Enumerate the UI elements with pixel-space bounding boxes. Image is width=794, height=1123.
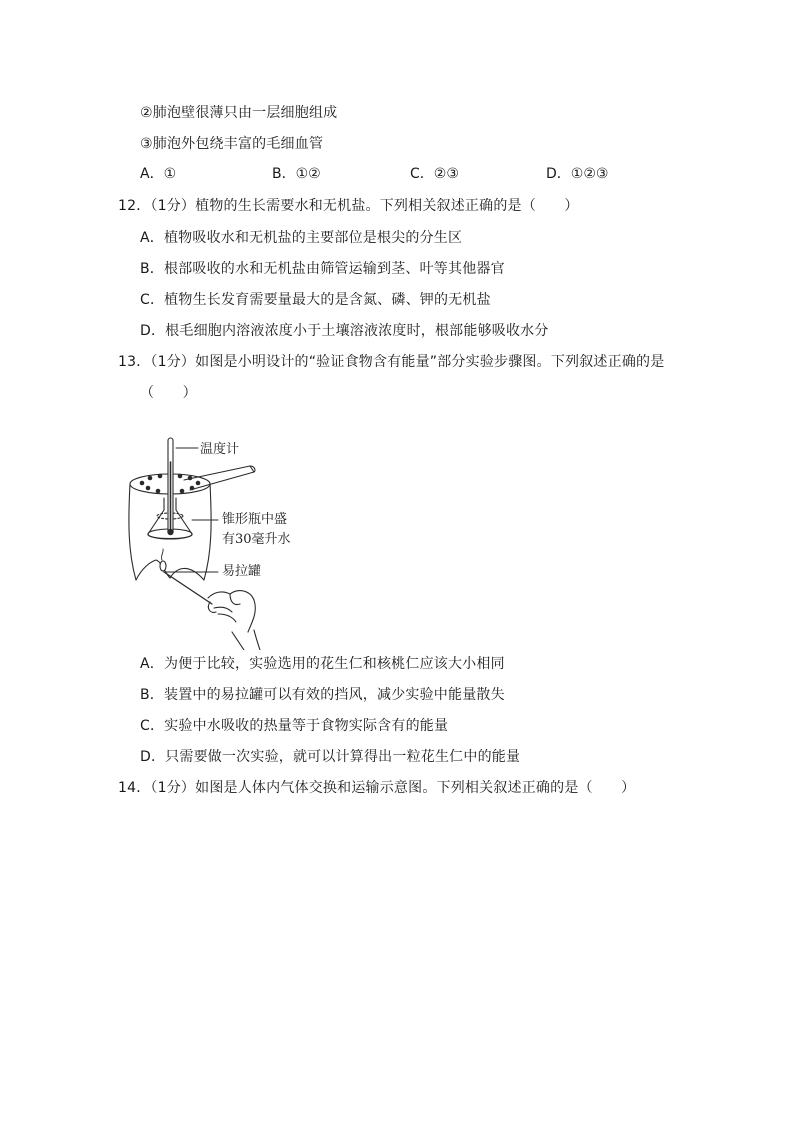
q12-stem: 12．（1分）植物的生长需要水和无机盐。下列相关叙述正确的是（ ） [118,198,579,214]
q12-option-b: B．根部吸收的水和无机盐由筛管运输到茎、叶等其他器官 [140,261,505,277]
q13-stem-bracket: （ ） [140,385,197,401]
q11-option-b: B．①② [272,166,321,182]
q13-option-d: D．只需要做一次实验，就可以计算得出一粒花生仁中的能量 [140,749,521,765]
q13-option-b: B．装置中的易拉罐可以有效的挡风，减少实验中能量散失 [140,687,505,703]
label-can: 易拉罐 [222,564,262,579]
q12-option-a: A．植物吸收水和无机盐的主要部位是根尖的分生区 [140,230,463,246]
label-thermometer: 温度计 [200,442,240,457]
q11-item-2: ②肺泡壁很薄只由一层细胞组成 [140,105,338,121]
q13-stem: 13．（1分）如图是小明设计的“验证食物含有能量”部分实验步骤图。下列叙述正确的是 [118,354,665,370]
q12-option-d: D．根毛细胞内溶液浓度小于土壤溶液浓度时，根部能够吸收水分 [140,323,549,339]
q14-stem: 14．（1分）如图是人体内气体交换和运输示意图。下列相关叙述正确的是（ ） [118,780,636,796]
label-flask-line1: 锥形瓶中盛 [222,512,288,527]
energy-experiment-figure [118,432,318,650]
label-flask-line2: 有30毫升水 [222,532,291,547]
q13-option-a: A．为便于比较，实验选用的花生仁和核桃仁应该大小相同 [140,656,505,672]
q11-option-c: C．②③ [410,166,459,182]
q12-option-c: C．植物生长发育需要量最大的是含氮、磷、钾的无机盐 [140,292,491,308]
q13-option-c: C．实验中水吸收的热量等于食物实际含有的能量 [140,718,449,734]
q11-item-3: ③肺泡外包绕丰富的毛细血管 [140,136,324,152]
q11-option-d: D．①②③ [546,166,609,182]
q11-option-a: A．① [140,166,177,182]
